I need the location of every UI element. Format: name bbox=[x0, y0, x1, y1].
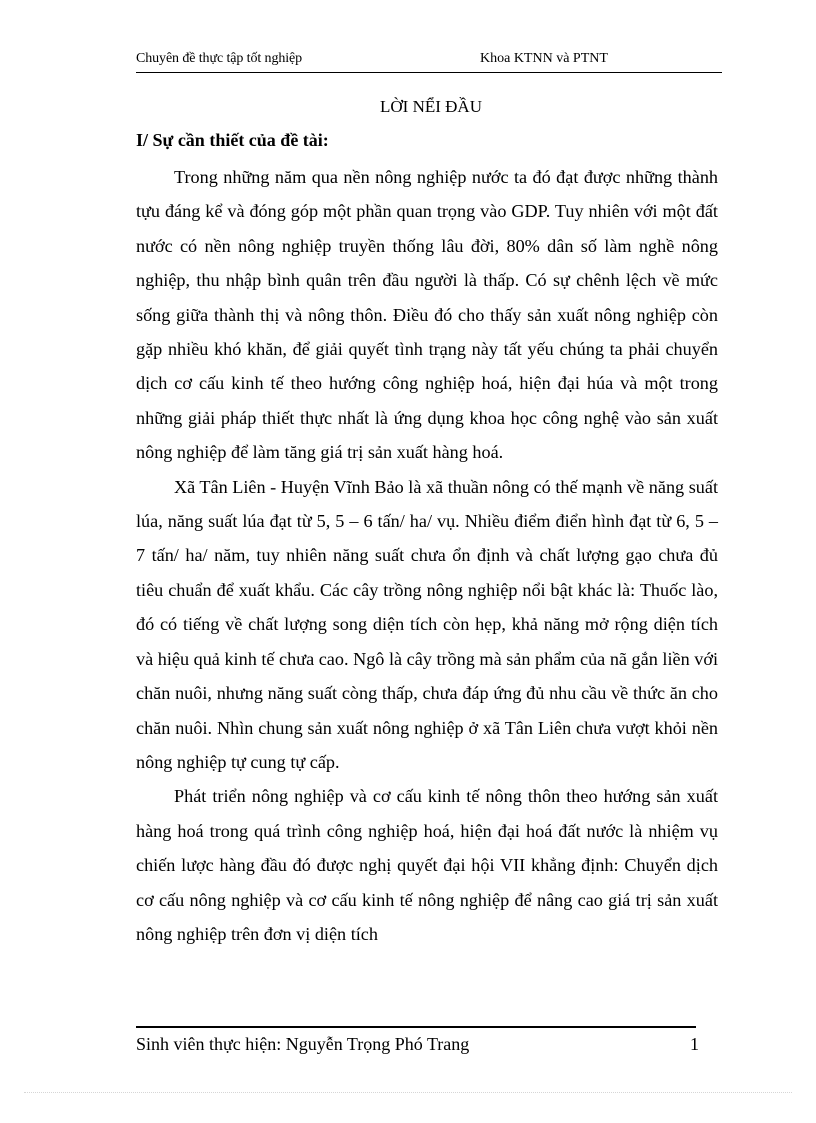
paragraph-1: Trong những năm qua nền nông nghiệp nước ta đó đạt được những thành tựu đáng kể và đóng góp một phần quan trọng vào GDP. Tuy nhiên với một đất nước có nền nông nghiệp truyền thống lâu đời, 80% dân số làm nghề nông nghiệp, thu nhập bình quân trên đầu người là thấp. Có sự chênh lệch về mức sống giữa thành thị và nông thôn. Điều đó cho thấy sản xuất nông nghiệp còn gặp nhiều khó khăn, để giải quyết tình trạng này tất yếu chúng ta phải chuyển dịch cơ cấu kinh tế theo hướng công nghiệp hoá, hiện đại húa và một trong những giải pháp thiết thực nhất là ứng dụng khoa học công nghệ vào sản xuất nông nghiệp để làm tăng giá trị sản xuất hàng hoá. bbox=[136, 167, 718, 463]
section-heading: I/ Sự cần thiết của đề tài: bbox=[136, 130, 329, 150]
footer-student: Sinh viên thực hiện: Nguyễn Trọng Phó Trang bbox=[136, 1034, 470, 1054]
footer-divider bbox=[136, 1026, 696, 1028]
page-header bbox=[136, 50, 722, 72]
page-bottom-edge bbox=[24, 1092, 792, 1093]
body-text bbox=[136, 160, 718, 951]
header-divider bbox=[136, 72, 722, 73]
paragraph-2: Xã Tân Liên - Huyện Vĩnh Bảo là xã thuần nông có thế mạnh về năng suất lúa, năng suất lúa đạt từ 5, 5 – 6 tấn/ ha/ vụ. Nhiều điểm điển hình đạt từ 6, 5 – 7 tấn/ ha/ năm, tuy nhiên năng suất chưa ổn định và chất lượng gạo chưa đủ tiêu chuẩn để xuất khẩu. Các cây trồng nông nghiệp nổi bật khác là: Thuốc lào, đó có tiếng về chất lượng song diện tích còn hẹp, khả năng mở rộng diện tích và hiệu quả kinh tế chưa cao. Ngô là cây trồng mà sản phẩm của nã gắn liền với chăn nuôi, nhưng năng suất còng thấp, chưa đáp ứng đủ nhu cầu về thức ăn cho chăn nuôi. Nhìn chung sản xuất nông nghiệp ở xã Tân Liên chưa vượt khỏi nền nông nghiệp tự cung tự cấp. bbox=[136, 476, 718, 772]
header-faculty: Khoa KTNN và PTNT bbox=[480, 51, 608, 66]
page-number: 1 bbox=[690, 1034, 699, 1054]
page-title: LỜI NỂI ĐẦU bbox=[380, 97, 482, 116]
paragraph-3: Phát triển nông nghiệp và cơ cấu kinh tế nông thôn theo hướng sản xuất hàng hoá trong quá trình công nghiệp hoá, hiện đại hoá đất nước là nhiệm vụ chiến lược hàng đầu đó được nghị quyết đại hội VII khẳng định: Chuyển dịch cơ cấu nông nghiệp và cơ cấu kinh tế nông nghiệp để nâng cao giá trị sản xuất nông nghiệp trên đơn vị diện tích bbox=[136, 786, 718, 944]
header-report-type: Chuyên đề thực tập tốt nghiệp bbox=[136, 51, 303, 66]
